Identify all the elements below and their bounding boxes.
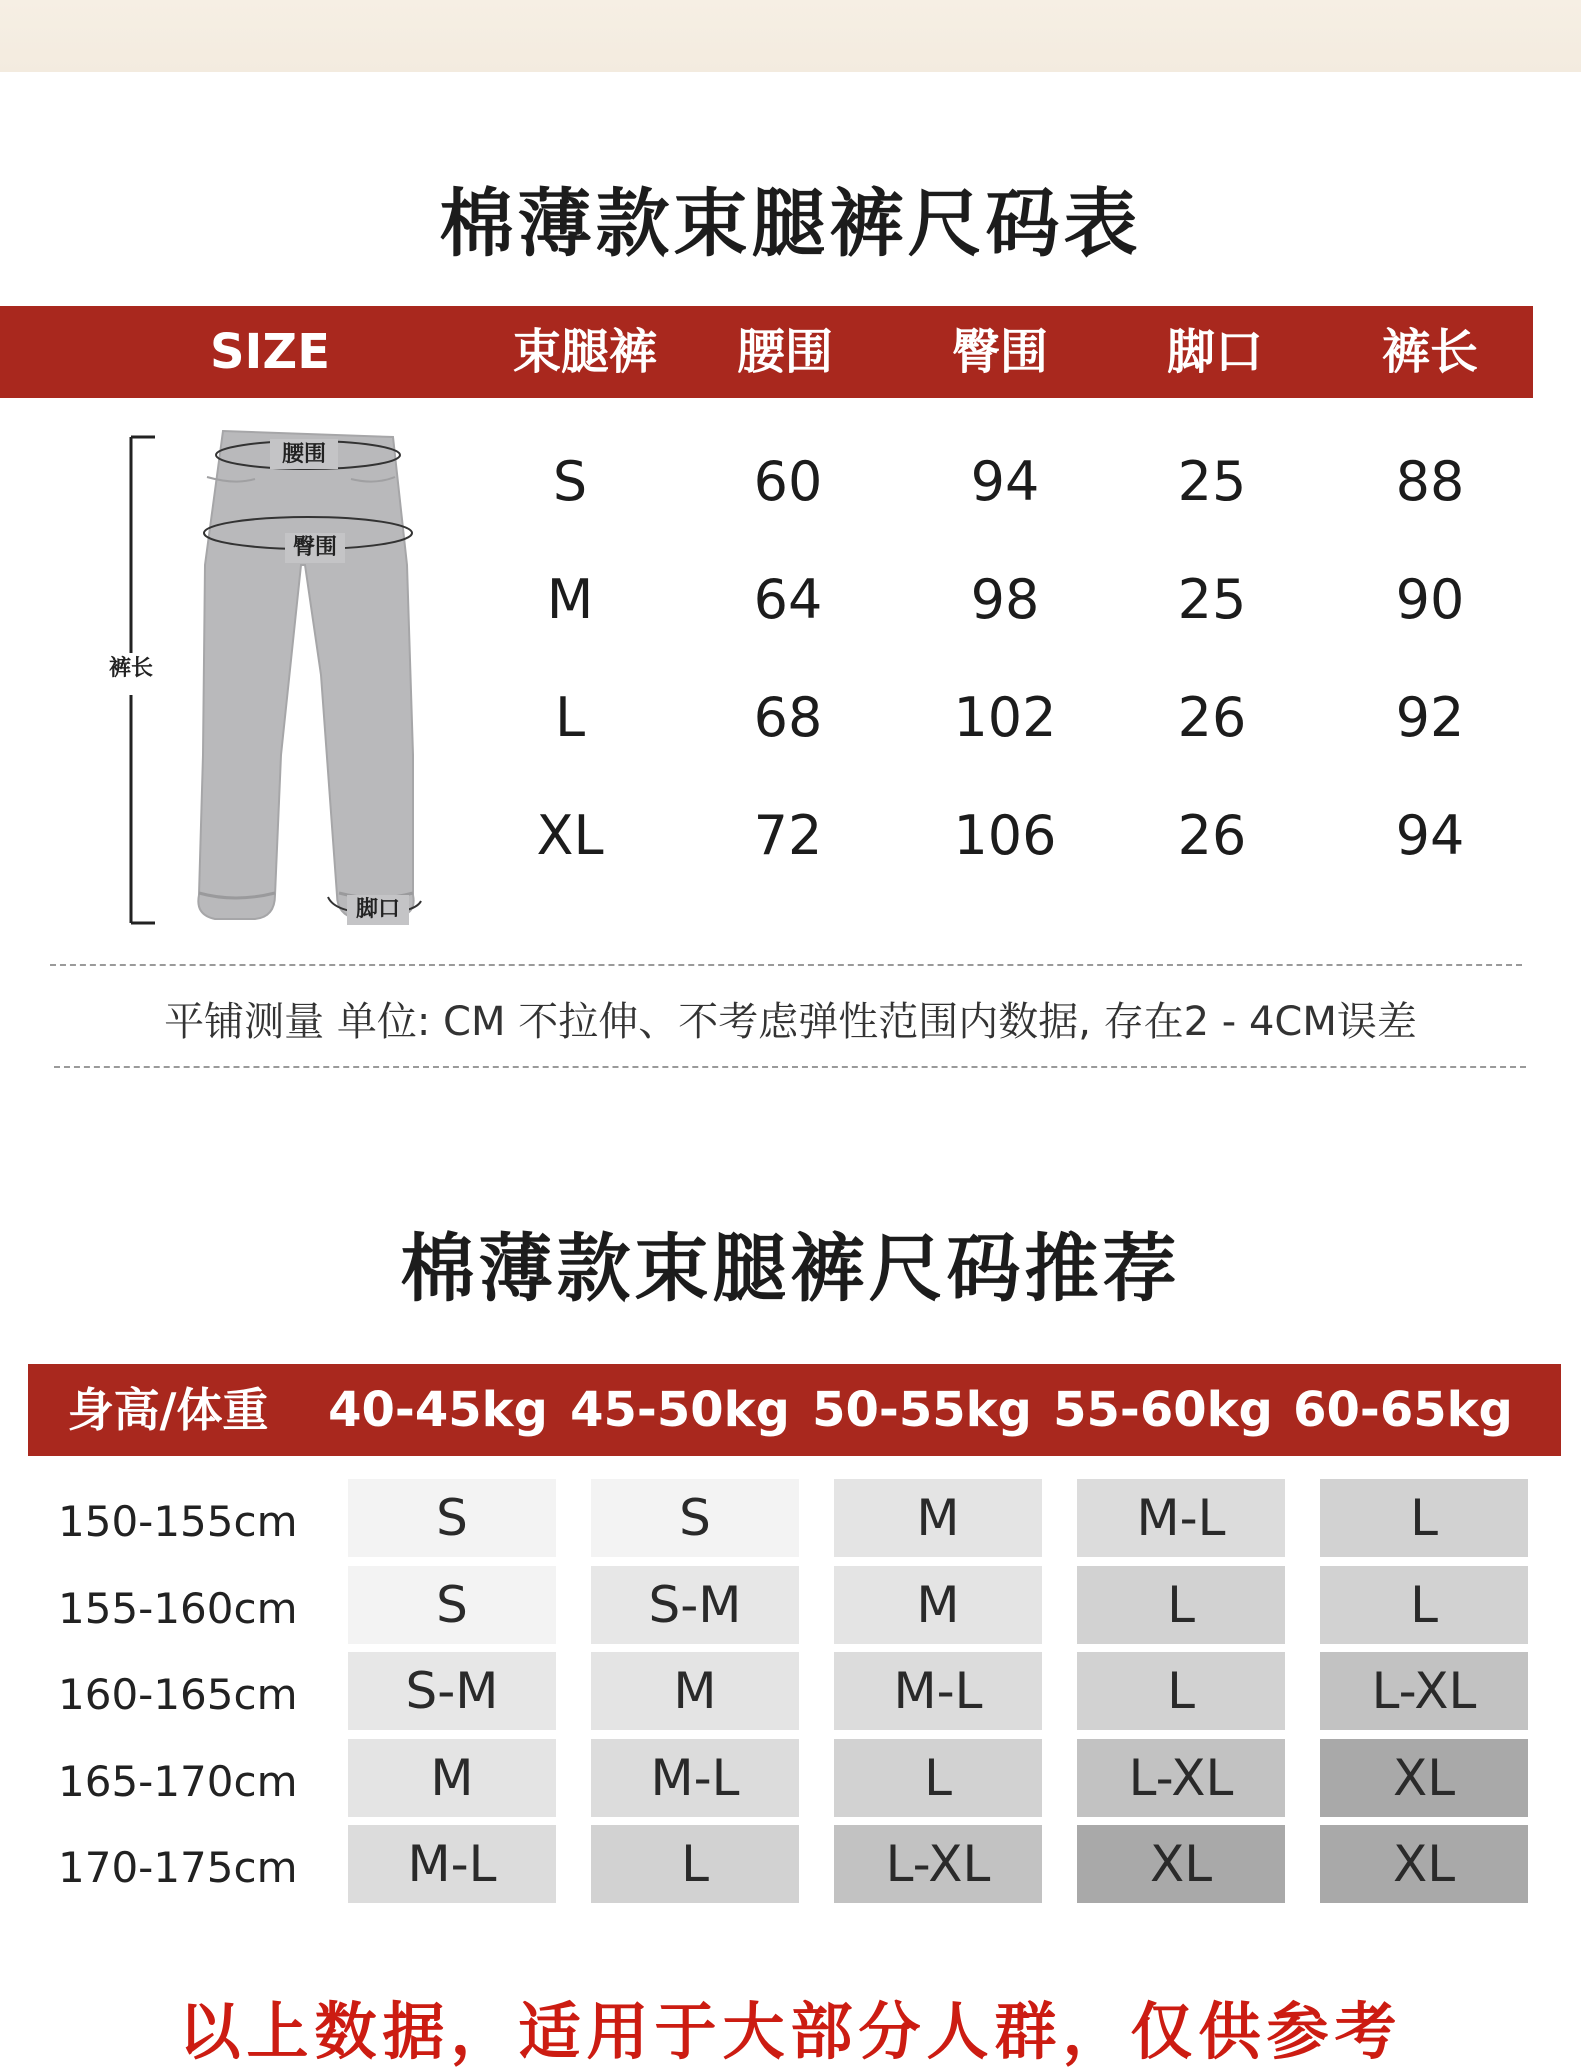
header-pants: 束腿裤 [512, 324, 657, 380]
recommended-size-cell: L [591, 1825, 799, 1903]
length-cell: 92 [1395, 686, 1465, 749]
height-range-label: 160-165cm [58, 1670, 298, 1719]
divider-top [50, 964, 1522, 966]
height-range-label: 170-175cm [58, 1843, 298, 1892]
recommended-size-cell: M [834, 1566, 1042, 1644]
header-size: SIZE [209, 324, 331, 380]
size-cell: L [554, 686, 586, 749]
height-range-label: 155-160cm [58, 1584, 298, 1633]
header-weight-col: 40-45kg [328, 1382, 548, 1438]
size-cell: S [552, 450, 588, 513]
header-hip: 臀围 [951, 324, 1048, 380]
size-row [0, 427, 1581, 537]
cuff-cell: 25 [1177, 450, 1247, 513]
recommended-size-cell: M-L [591, 1739, 799, 1817]
recommended-size-cell: L-XL [1320, 1652, 1528, 1730]
bottom-disclaimer: 以上数据，适用于大部分人群，仅供参考 [178, 1995, 1403, 2068]
hip-cell: 98 [970, 568, 1040, 631]
length-cell: 94 [1395, 804, 1465, 867]
cuff-cell: 26 [1177, 686, 1247, 749]
header-waist: 腰围 [736, 324, 833, 380]
recommended-size-cell: M [591, 1652, 799, 1730]
size-chart-header [0, 306, 1533, 398]
recommended-size-cell: S [348, 1479, 556, 1557]
hip-cell: 102 [953, 686, 1057, 749]
waist-cell: 64 [753, 568, 823, 631]
recommended-size-cell: M-L [1077, 1479, 1285, 1557]
size-row [0, 545, 1581, 655]
size-cell: M [546, 568, 594, 631]
recommended-size-cell: L-XL [834, 1825, 1042, 1903]
recommended-size-cell: L [1077, 1566, 1285, 1644]
divider-bottom [54, 1066, 1526, 1068]
waist-cell: 68 [753, 686, 823, 749]
top-banner-strip [0, 0, 1581, 72]
measurement-note: 平铺测量 单位: CM 不拉伸、不考虑弹性范围内数据, 存在2 - 4CM误差 [164, 999, 1417, 1045]
size-cell: XL [536, 804, 604, 867]
recommended-size-cell: S-M [591, 1566, 799, 1644]
waist-label: 腰围 [281, 442, 326, 467]
waist-cell: 72 [753, 804, 823, 867]
header-height-weight: 身高/体重 [67, 1383, 269, 1437]
cuff-label: 脚口 [355, 897, 400, 922]
cuff-cell: 25 [1177, 568, 1247, 631]
header-weight-col: 45-50kg [570, 1382, 790, 1438]
size-chart-title: 棉薄款束腿裤尺码表 [439, 181, 1142, 267]
size-row [0, 663, 1581, 773]
length-label: 裤长 [108, 656, 153, 681]
recommended-size-cell: XL [1077, 1825, 1285, 1903]
recommended-size-cell: L [1320, 1479, 1528, 1557]
header-weight-col: 50-55kg [812, 1382, 1032, 1438]
recommended-size-cell: M-L [834, 1652, 1042, 1730]
recommended-size-cell: L-XL [1077, 1739, 1285, 1817]
hip-cell: 106 [953, 804, 1057, 867]
header-length: 裤长 [1381, 324, 1478, 380]
header-weight-col: 55-60kg [1053, 1382, 1273, 1438]
recommended-size-cell: S [348, 1566, 556, 1644]
header-cuff: 脚口 [1166, 324, 1263, 380]
recommended-size-cell: L [1320, 1566, 1528, 1644]
recommend-title: 棉薄款束腿裤尺码推荐 [400, 1226, 1181, 1312]
length-cell: 90 [1395, 568, 1465, 631]
header-weight-col: 60-65kg [1293, 1382, 1513, 1438]
recommended-size-cell: XL [1320, 1825, 1528, 1903]
recommended-size-cell: M [834, 1479, 1042, 1557]
hip-label: 臀围 [292, 535, 337, 560]
size-row [0, 781, 1581, 891]
recommended-size-cell: L [834, 1739, 1042, 1817]
height-range-label: 165-170cm [58, 1757, 298, 1806]
hip-cell: 94 [970, 450, 1040, 513]
recommended-size-cell: M [348, 1739, 556, 1817]
recommended-size-cell: S [591, 1479, 799, 1557]
recommended-size-cell: M-L [348, 1825, 556, 1903]
recommended-size-cell: S-M [348, 1652, 556, 1730]
recommended-size-cell: L [1077, 1652, 1285, 1730]
cuff-cell: 26 [1177, 804, 1247, 867]
length-cell: 88 [1395, 450, 1465, 513]
recommended-size-cell: XL [1320, 1739, 1528, 1817]
height-range-label: 150-155cm [58, 1497, 298, 1546]
waist-cell: 60 [753, 450, 823, 513]
recommend-header [28, 1364, 1561, 1456]
